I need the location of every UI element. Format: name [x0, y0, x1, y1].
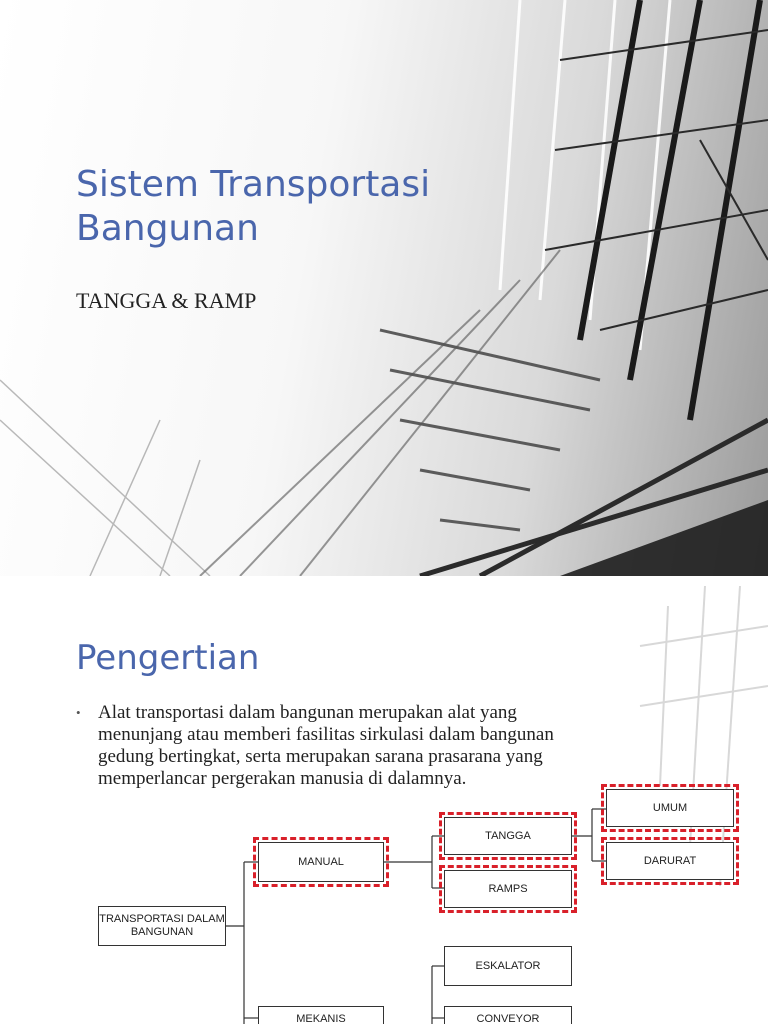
node-umum: UMUM: [606, 789, 734, 827]
content-slide: [0, 586, 768, 1024]
slide-title: Sistem Transportasi Bangunan: [76, 164, 431, 249]
bullet-marker: •: [76, 705, 81, 720]
node-tangga: TANGGA: [444, 817, 572, 855]
node-mekanis: MEKANIS: [258, 1006, 384, 1024]
slide-subtitle: TANGGA & RAMP: [76, 288, 257, 313]
bullet-text: Alat transportasi dalam bangunan merupakan alat yang menunjang atau memberi fasilitas sirkulasi dalam bangunan gedung bertingkat, serta merupakan sarana prasarana yang memperlancar pergerakan manusia di dalamnya.: [98, 702, 554, 789]
node-manual: MANUAL: [258, 842, 384, 882]
node-eskalator: ESKALATOR: [444, 946, 572, 986]
slide-title: Pengertian: [76, 638, 260, 678]
node-root: TRANSPORTASI DALAM BANGUNAN: [98, 906, 226, 946]
node-conveyor: CONVEYOR: [444, 1006, 572, 1024]
node-ramps: RAMPS: [444, 870, 572, 908]
node-darurat: DARURAT: [606, 842, 734, 880]
